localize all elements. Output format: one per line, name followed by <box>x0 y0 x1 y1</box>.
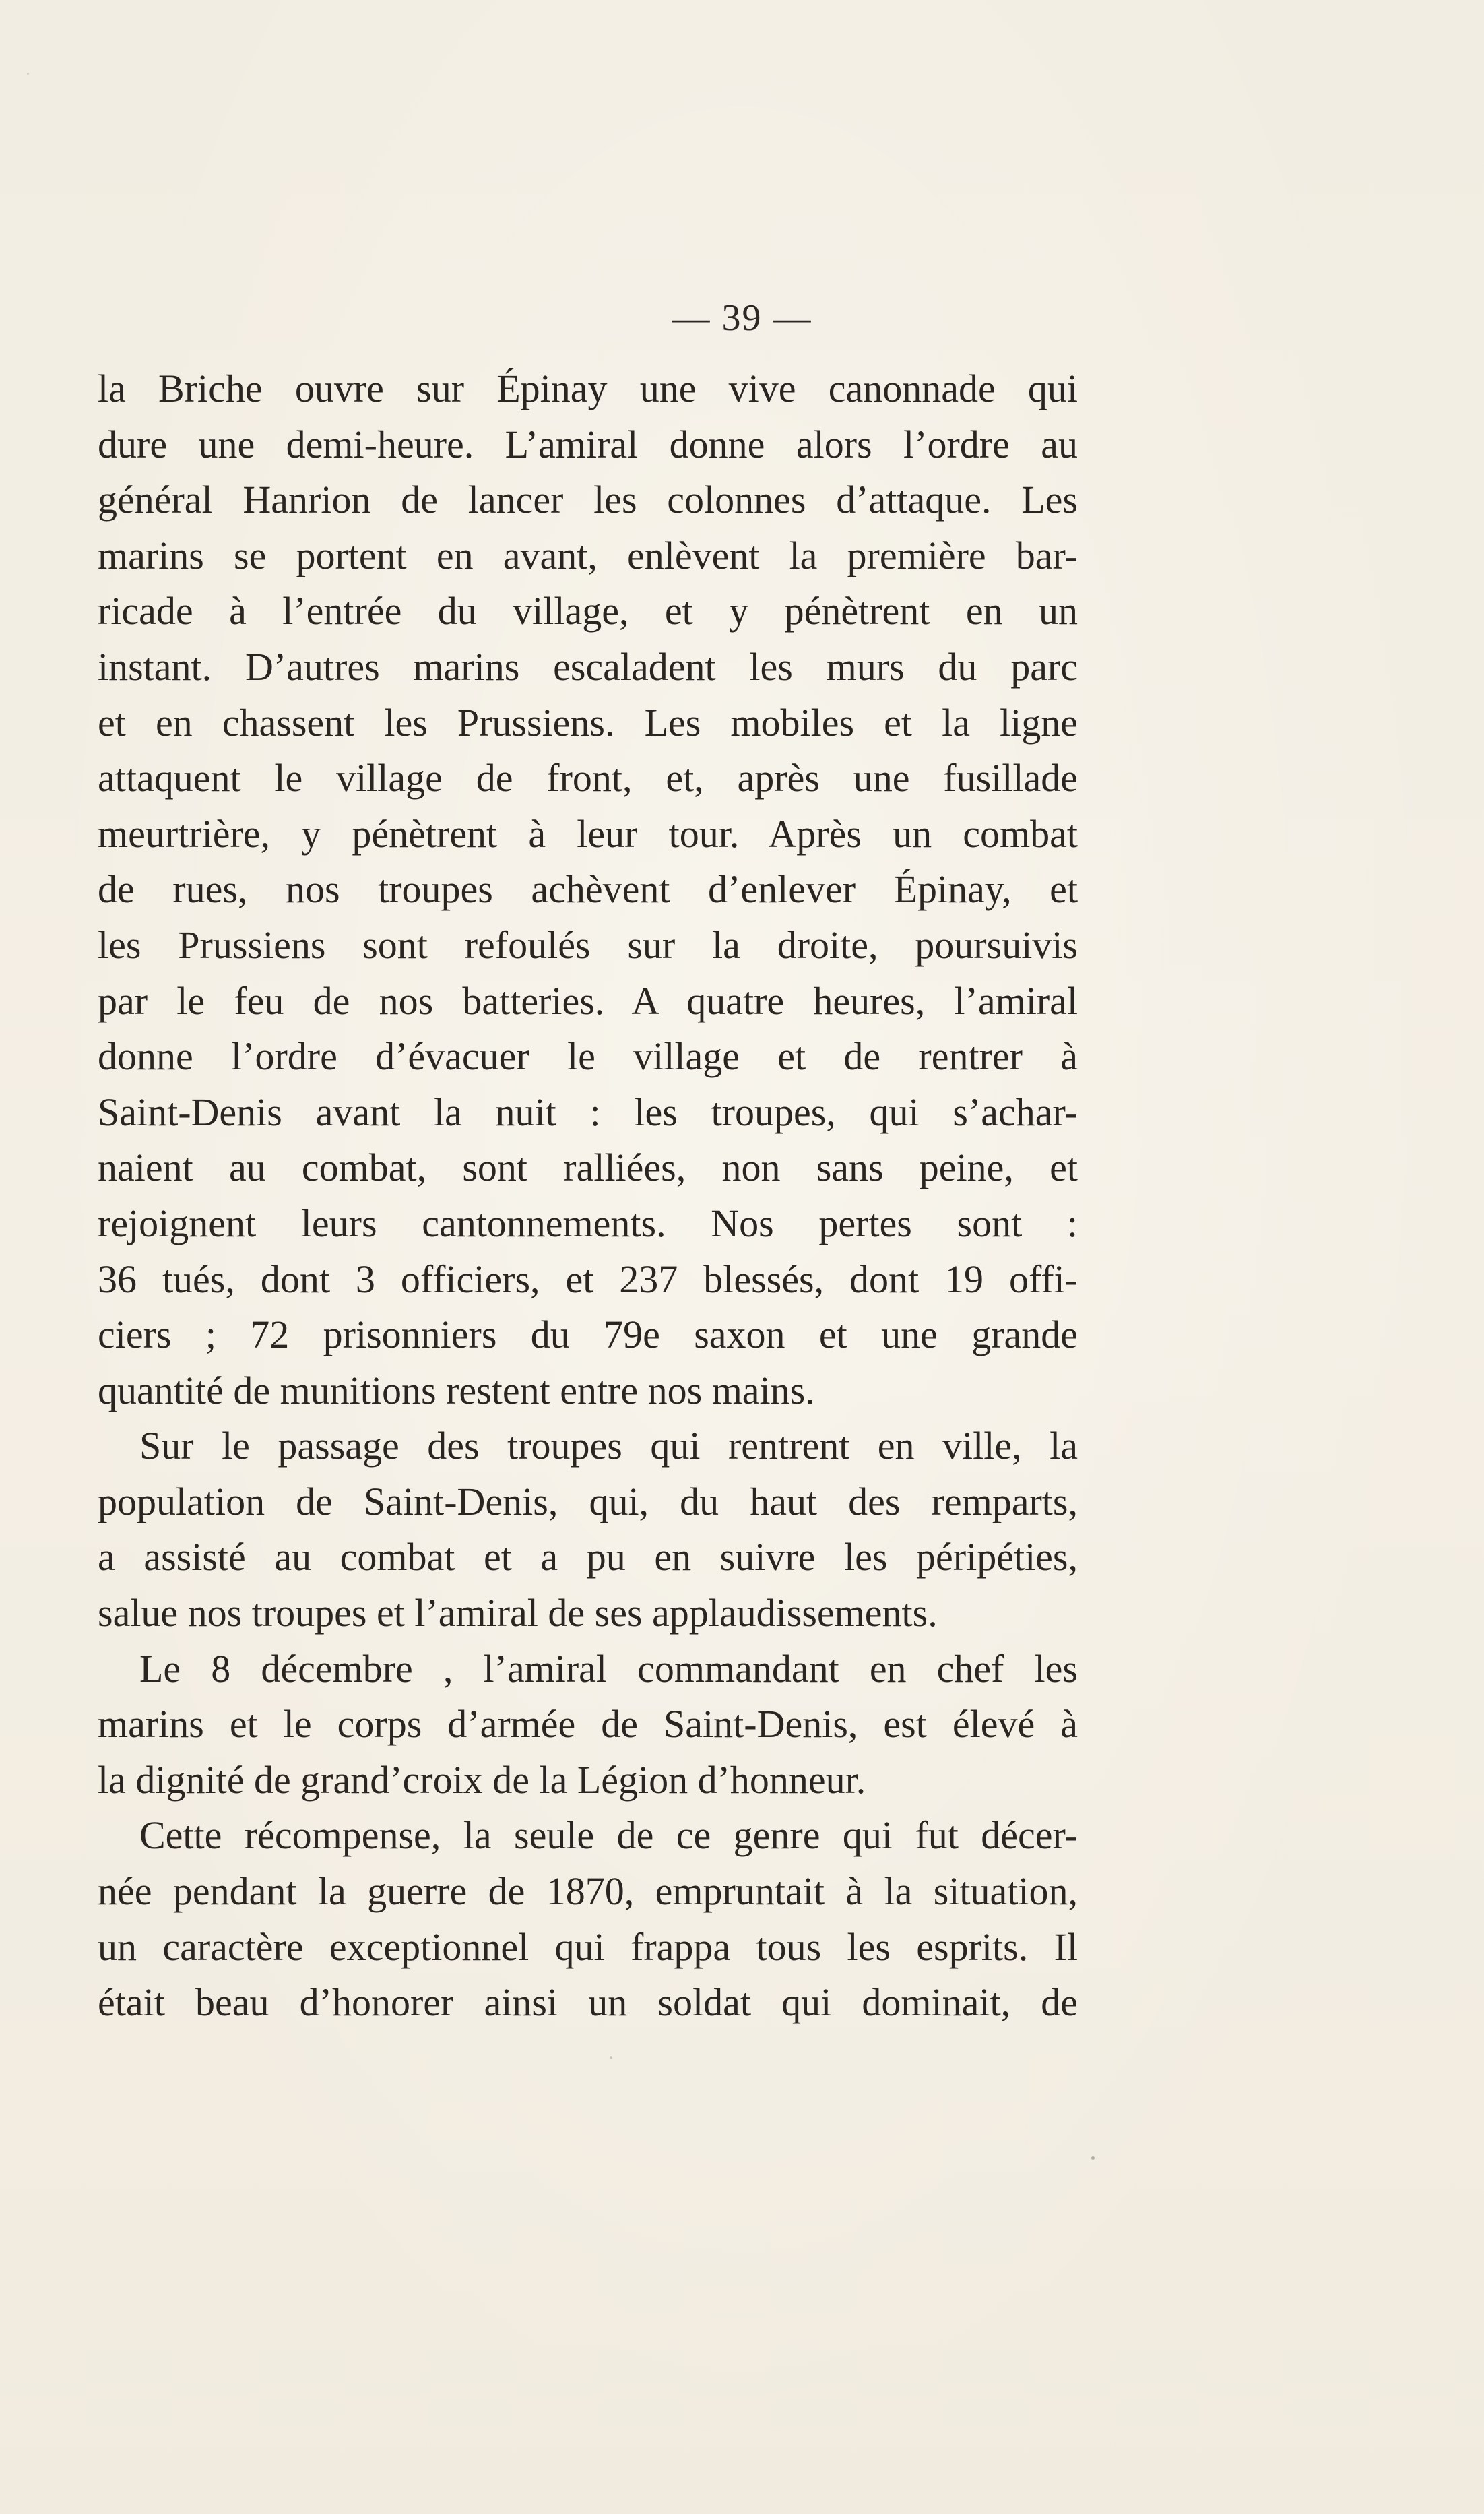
text-line: ciers ; 72 prisonniers du 79e saxon et une grande <box>98 1313 1078 1357</box>
page-number: — 39 — <box>672 297 812 339</box>
text-line: Saint-Denis avant la nuit : les troupes, qui s’achar- <box>98 1090 1078 1134</box>
text-line: quantité de munitions restent entre nos mains. <box>98 1368 815 1412</box>
text-line: de rues, nos troupes achèvent d’enlever Épinay, et <box>98 867 1078 912</box>
text-line: la Briche ouvre sur Épinay une vive canonnade qui <box>98 367 1078 410</box>
text-line: Sur le passage des troupes qui rentrent en ville, la <box>139 1424 1078 1468</box>
text-line: Cette récompense, la seule de ce genre qui fut décer- <box>139 1813 1078 1858</box>
text-line: la dignité de grand’croix de la Légion d’honneur. <box>98 1757 866 1802</box>
text-line: par le feu de nos batteries. A quatre heures, l’amiral <box>98 978 1078 1023</box>
text-line: a assisté au combat et a pu en suivre les péripéties, <box>98 1535 1078 1579</box>
text-line: population de Saint-Denis, qui, du haut des remparts, <box>98 1479 1078 1523</box>
text-line: ricade à l’entrée du village, et y pénètrent en un <box>98 589 1078 633</box>
text-line: rejoignent leurs cantonnements. Nos pertes sont : <box>98 1201 1078 1245</box>
paper-speck <box>610 2056 612 2059</box>
text-line: Le 8 décembre , l’amiral commandant en chef les <box>139 1646 1078 1691</box>
text-line: naient au combat, sont ralliées, non sans peine, et <box>98 1145 1078 1190</box>
text-line: marins se portent en avant, enlèvent la première bar- <box>98 533 1078 577</box>
body-text <box>98 361 1078 2031</box>
text-line: un caractère exceptionnel qui frappa tous les esprits. Il <box>98 1924 1078 1969</box>
text-line: dure une demi-heure. L’amiral donne alors l’ordre au <box>98 422 1078 466</box>
text-line: marins et le corps d’armée de Saint-Denis, est élevé à <box>98 1702 1078 1747</box>
text-line: donne l’ordre d’évacuer le village et de rentrer à <box>98 1034 1078 1079</box>
text-line: les Prussiens sont refoulés sur la droite, poursuivis <box>98 922 1078 967</box>
paper-speck <box>27 73 29 75</box>
text-line: et en chassent les Prussiens. Les mobiles et la ligne <box>98 700 1078 745</box>
text-line: était beau d’honorer ainsi un soldat qui dominait, de <box>98 1980 1078 2025</box>
text-line: née pendant la guerre de 1870, empruntait à la situation, <box>98 1869 1078 1914</box>
text-line: attaquent le village de front, et, après une fusillade <box>98 756 1078 800</box>
text-line: 36 tués, dont 3 officiers, et 237 blessés, dont 19 offi- <box>98 1257 1078 1301</box>
text-line: instant. D’autres marins escaladent les murs du parc <box>98 644 1078 689</box>
text-line: salue nos troupes et l’amiral de ses applaudissements. <box>98 1591 938 1635</box>
paper-speck <box>1091 2156 1095 2160</box>
text-line: meurtrière, y pénètrent à leur tour. Après un combat <box>98 811 1078 856</box>
text-line: général Hanrion de lancer les colonnes d’attaque. Les <box>98 478 1078 522</box>
